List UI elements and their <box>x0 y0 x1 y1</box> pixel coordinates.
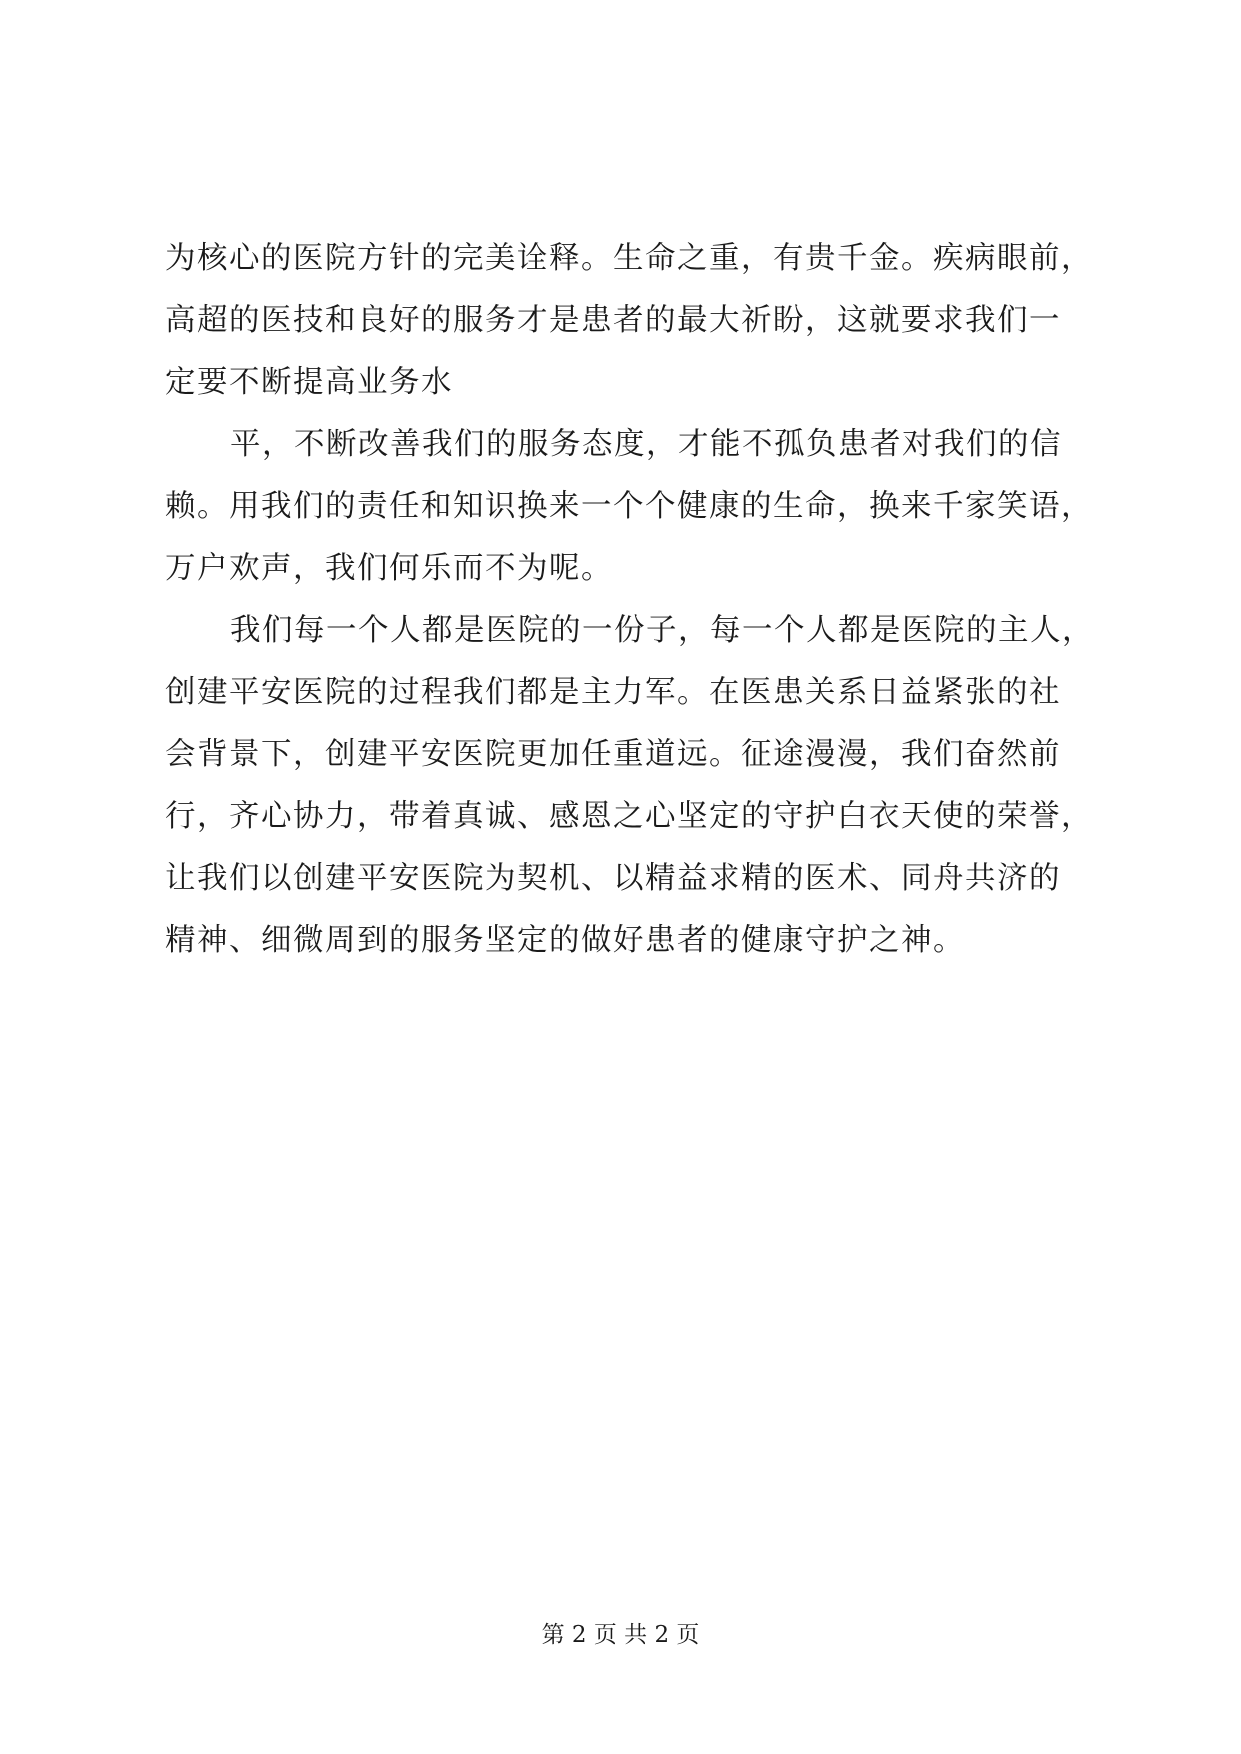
paragraph <box>165 600 1094 972</box>
paragraph <box>165 228 1093 414</box>
text-line: 高超的医技和良好的服务才是患者的最大祈盼，这就要求我们一 <box>165 303 1061 338</box>
text-line: 精神、细微周到的服务坚定的做好患者的健康守护之神。 <box>165 923 965 958</box>
document-body <box>165 228 1094 972</box>
text-line: 我们每一个人都是医院的一份子，每一个人都是医院的主人， <box>230 613 1094 648</box>
page-number-footer: 第 2 页 共 2 页 <box>541 1622 700 1648</box>
paragraph <box>165 414 1093 600</box>
text-line: 万户欢声，我们何乐而不为呢。 <box>165 551 613 586</box>
text-line: 让我们以创建平安医院为契机、以精益求精的医术、同舟共济的 <box>165 861 1061 896</box>
text-line: 定要不断提高业务水 <box>165 365 453 400</box>
text-line: 会背景下，创建平安医院更加任重道远。征途漫漫，我们奋然前 <box>165 737 1061 772</box>
text-line: 行，齐心协力，带着真诚、感恩之心坚定的守护白衣天使的荣誉， <box>165 799 1093 834</box>
text-line: 创建平安医院的过程我们都是主力军。在医患关系日益紧张的社 <box>165 675 1061 710</box>
text-line: 赖。用我们的责任和知识换来一个个健康的生命，换来千家笑语， <box>165 489 1093 524</box>
text-line: 为核心的医院方针的完美诠释。生命之重，有贵千金。疾病眼前， <box>165 241 1093 276</box>
text-line: 平，不断改善我们的服务态度，才能不孤负患者对我们的信 <box>230 427 1062 462</box>
